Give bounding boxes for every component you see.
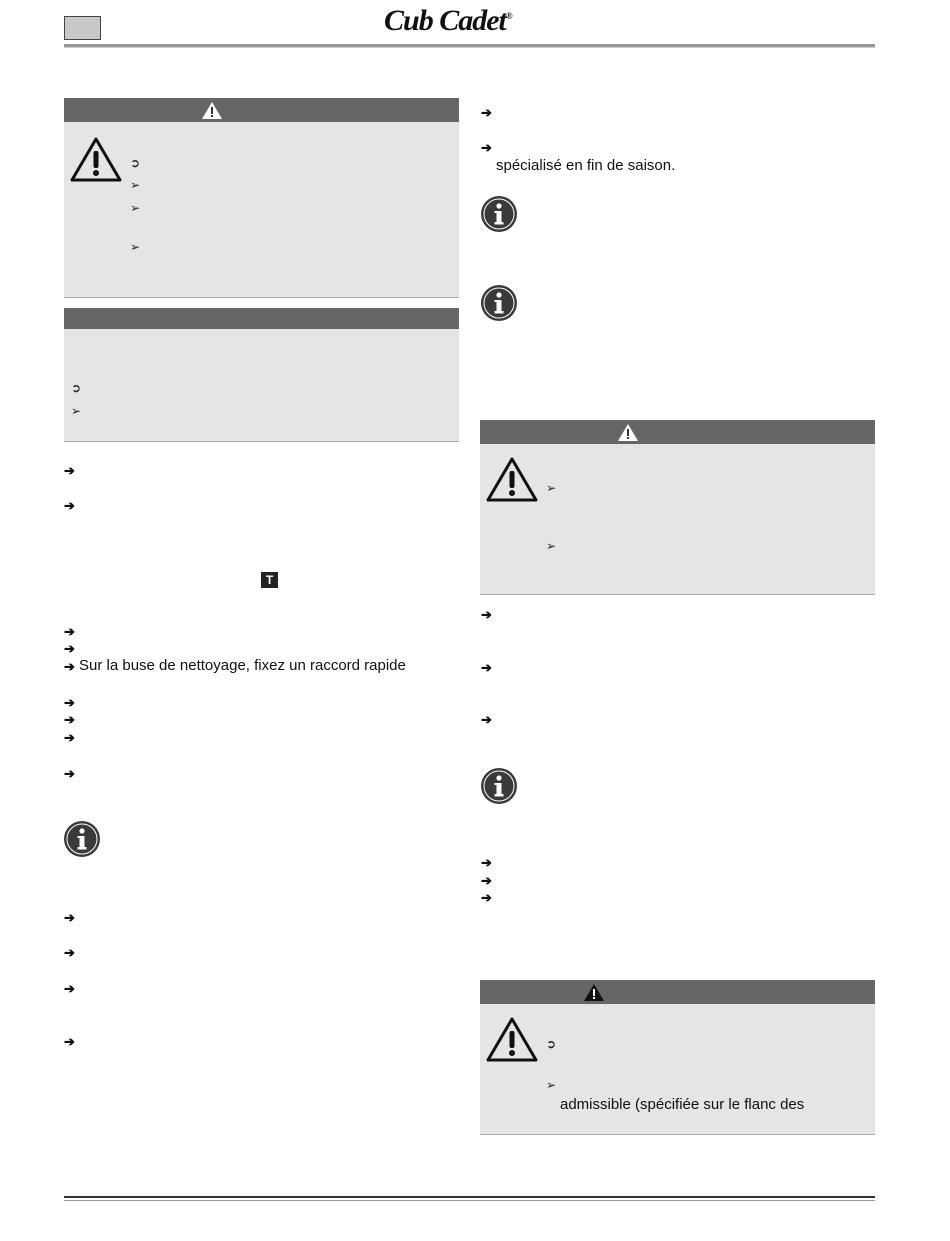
warning-box-header — [64, 98, 459, 122]
notice-box — [64, 308, 459, 442]
info-icon — [480, 195, 518, 233]
info-icon — [480, 284, 518, 322]
circle-arrow-icon: ➲ — [71, 381, 82, 395]
info-icon — [63, 820, 101, 858]
footer-rule-thin — [64, 1200, 875, 1201]
arrow-right-icon: ➔ — [481, 660, 492, 675]
brand-logo: Cub Cadet® — [384, 4, 512, 37]
arrow-right-icon: ➔ — [64, 624, 75, 639]
footer-rule — [64, 1196, 875, 1198]
page-number-tab — [64, 16, 101, 40]
header-rule — [64, 44, 875, 48]
arrow-right-icon: ➔ — [64, 641, 75, 656]
warning-triangle-icon — [201, 101, 223, 120]
circle-arrow-icon: ➲ — [546, 1037, 557, 1051]
arrowhead-bullet-icon: ➢ — [130, 178, 141, 192]
warning-box-1 — [64, 98, 459, 298]
warning-triangle-icon — [617, 423, 639, 442]
arrow-right-icon: ➔ — [481, 890, 492, 905]
arrowhead-bullet-icon: ➢ — [130, 201, 141, 215]
warning-triangle-icon — [70, 136, 122, 182]
arrow-right-icon: ➔ — [481, 873, 492, 888]
info-icon — [480, 767, 518, 805]
arrow-right-icon: ➔ — [481, 140, 492, 155]
warning-triangle-icon — [486, 456, 538, 502]
warning-box-header — [480, 420, 875, 444]
warning-triangle-icon — [486, 1016, 538, 1062]
arrow-right-icon: ➔ — [64, 659, 75, 674]
notice-box-header — [64, 308, 459, 329]
arrow-right-icon: ➔ — [64, 981, 75, 996]
arrow-right-icon: ➔ — [481, 855, 492, 870]
arrow-right-icon: ➔ — [64, 766, 75, 781]
warning-box-2 — [480, 420, 875, 595]
arrowhead-bullet-icon: ➢ — [130, 240, 141, 254]
arrow-right-icon: ➔ — [64, 910, 75, 925]
arrow-right-icon: ➔ — [64, 498, 75, 513]
quick-coupler-step-text: Sur la buse de nettoyage, fixez un raccord rapide — [79, 657, 406, 674]
season-end-text: spécialisé en fin de saison. — [496, 157, 676, 174]
arrowhead-bullet-icon: ➢ — [71, 404, 82, 418]
circle-arrow-icon: ➲ — [130, 156, 141, 170]
arrow-right-icon: ➔ — [481, 607, 492, 622]
warning-triangle-icon — [583, 983, 605, 1002]
arrow-right-icon: ➔ — [481, 105, 492, 120]
tool-badge-t: T — [261, 572, 278, 588]
arrowhead-bullet-icon: ➢ — [546, 539, 557, 553]
arrow-right-icon: ➔ — [64, 463, 75, 478]
arrowhead-bullet-icon: ➢ — [546, 481, 557, 495]
arrow-right-icon: ➔ — [64, 1034, 75, 1049]
warning-box-header — [480, 980, 875, 1004]
warning3-text: admissible (spécifiée sur le flanc des — [560, 1096, 805, 1113]
arrow-right-icon: ➔ — [64, 695, 75, 710]
arrow-right-icon: ➔ — [64, 730, 75, 745]
arrow-right-icon: ➔ — [481, 712, 492, 727]
arrowhead-bullet-icon: ➢ — [546, 1078, 557, 1092]
arrow-right-icon: ➔ — [64, 712, 75, 727]
arrow-right-icon: ➔ — [64, 945, 75, 960]
